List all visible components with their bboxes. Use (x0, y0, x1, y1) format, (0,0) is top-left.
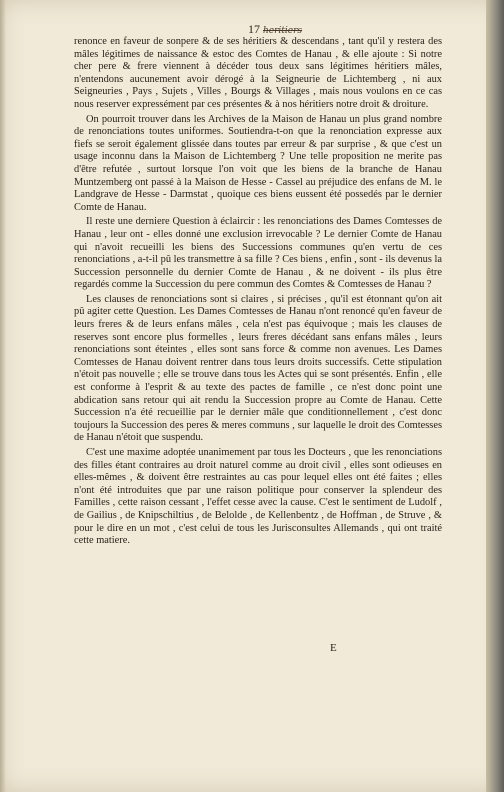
signature-mark: E (330, 642, 338, 654)
scan-left-edge (0, 0, 6, 792)
book-spine-shadow (486, 0, 504, 792)
paragraph-5: C'est une maxime adoptée unanimement par tous les Docteurs , que les renonciations des filles étant contraires au droit naturel comme au droit civil , elles sont odieuses en elles-mêmes , & doivent être restraintes au cas pour lequel elles ont été faites ; elles n'ont été introduites que par une raison politique pour conserver la splendeur des Familles , cette raison cessant , l'effet cesse avec la cause. C'est le sentiment de Ludolf , de Gailius , de Knipschiltius , de Belolde , de Kellenbentz , de Hoffman , de Struve , & pour le dire en un mot , c'est celui de tous les Jurisconsultes Allemands , qui ont traité cette matiere. (74, 447, 442, 547)
paragraph-4: Les clauses de renonciations sont si claires , si précises , qu'il est étonnant qu'on ait pû agiter cette Question. Les Dames Comtesses de Hanau n'ont renoncé qu'en faveur de leurs freres & de leurs enfans mâles , cela n'est pas équivoque ; mais les clauses de reserves sont encore plus formelles , leurs freres décédant sans enfans mâles , leurs renonciations sont éteintes , elles sont sans force & comme non avenues. Les Dames Comtesses de Hanau doivent rentrer dans tous leurs droits successifs. Cette stipulation n'étoit pas nouvelle ; elle se trouve dans tous les Actes qui se sont présentés. Enfin , elle est conforme à l'esprit & au texte des pactes de famille , ce n'est donc point une abdication sans retour qui ait rendu la Succession propre au Comte de Hanau. Cette Succession n'a été recueillie par le dernier mâle que conditionnellement , c'est donc toujours la Succession des peres & meres communs , sur laquelle le droit des Comtesses de Hanau n'étoit que suspendu. (74, 293, 442, 444)
paragraph-2: On pourroit trouver dans les Archives de la Maison de Hanau un plus grand nombre de renonciations toutes uniformes. Soutiendra-t-on que la renonciation expresse aux fiefs se seroit également glissée dans toutes par erreur & par surprise , & que c'est un usage inconnu dans la Maison de Lichtemberg ? Une telle proposition ne merite pas d'être refutée , surtout lorsque l'on voit que les biens de la branche de Hanau Muntzemberg ont passé à la Maison de Hesse - Cassel au préjudice des enfans de M. le Landgrave de Hesse - Darmstat , quoique ces biens eussent été possedés par le dernier Comte de Hanau. (74, 113, 442, 213)
handwritten-note: heritiers (263, 26, 303, 36)
page-number: 17 (248, 22, 260, 36)
paragraph-1: renonce en faveur de sonpere & de ses héritiers & descendans , tant qu'il y restera des mâles légitimes de naissance & estoc des Comtes de Hanau , & elle ajoute : Si notre cher pere & frere viennent à décéder tous deux sans légitimes héritiers mâles, n'entendons aucunement avoir dérogé à la Seigneurie de Lichtemberg , ni aux Seigneuries , Pays , Sujets , Villes , Bourgs & Villages , mais nous voulons en ce cas nous reserver expressément par ces présentes & à nos héritiers notre droit & droiture. (74, 36, 442, 110)
page-header (248, 22, 368, 37)
paragraph-3: Il reste une derniere Question à éclaircir : les renonciations des Dames Comtesses de Hanau , leur ont - elles donné une exclusion irrevocable ? Le dernier Comte de Hanau qui n'avoit recueilli les biens des Successions communes qu'en vertu de ces renonciations , a-t-il pû les transmettre à sa fille ? Ces biens , enfin , sont - ils devenus la Succession personnelle du dernier Comte de Hanau , & ne doivent - ils plus être regardés comme la Succession du pere commun des Comtes & Comtesses de Hanau ? (74, 216, 442, 291)
body-text (74, 36, 442, 550)
